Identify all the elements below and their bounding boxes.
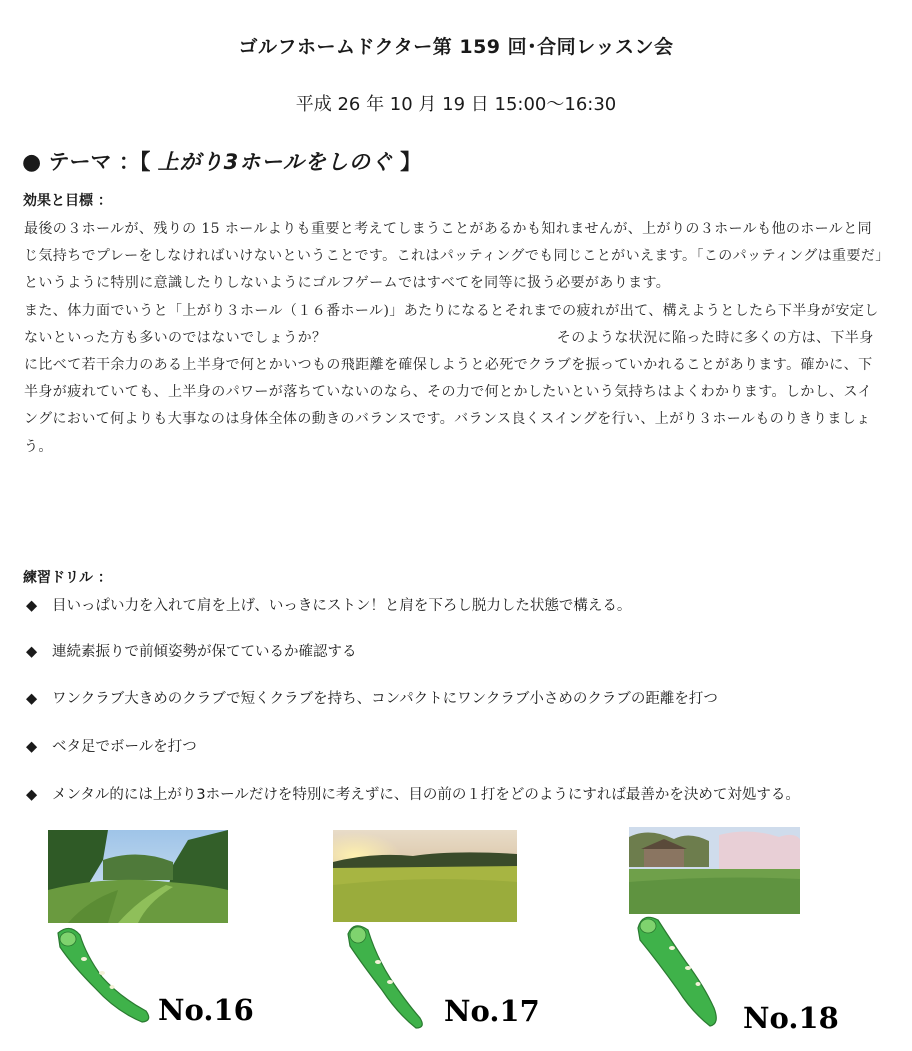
- event-date: 平成 26 年 10 月 19 日 15:00～16:30: [295, 94, 617, 115]
- diamond-icon: ◆: [26, 787, 38, 803]
- hole-18-label: No.18: [743, 1001, 839, 1035]
- hole-18-map-icon: [632, 912, 727, 1032]
- hole-17-photo: [333, 830, 517, 922]
- theme-close: 】: [400, 150, 422, 174]
- drill-item: [26, 594, 631, 615]
- hole-16-label: No.16: [158, 993, 254, 1027]
- drill-text: ベタ足でボールを打つ: [52, 739, 197, 755]
- drill-text: 目いっぱい力を入れて肩を上げ、いっきにストン！と肩を下ろし脱力した状態で構える。: [52, 598, 632, 614]
- page-title: ゴルフホームドクター第 159 回･合同レッスン会: [238, 36, 674, 58]
- theme-text: 上がり3ホールをしのぐ: [157, 150, 393, 174]
- drill-text: メンタル的には上がり3ホールだけを特別に考えずに、目の前の１打をどのようにすれば最善かを決めて対処する。: [52, 787, 800, 803]
- hole-18-photo: [629, 827, 800, 914]
- diamond-icon: ◆: [26, 598, 38, 614]
- drills-heading: 練習ドリル ：: [23, 570, 112, 586]
- hole-17-map-icon: [342, 922, 427, 1032]
- theme-bullet: ●: [22, 150, 42, 175]
- diamond-icon: ◆: [26, 691, 38, 707]
- hole-16-map-icon: [50, 925, 155, 1025]
- drill-text: 連続素振りで前傾姿勢が保てているか確認する: [52, 644, 357, 660]
- theme-label: テーマ ：【: [48, 150, 151, 174]
- drill-item: [26, 783, 800, 804]
- drill-item: [26, 735, 197, 756]
- hole-17-label: No.17: [444, 994, 540, 1028]
- effects-paragraph: また、体力面でいうと「上がり３ホール（１６番ホール)」あたりになるとそれまでの疲れが出て、構えようとしたら下半身が安定しないといった方も多いのではないでしょうか？ そのような状況に陥った時に多くの方は、下半身に比べて若干余力のある上半身で何とかいつもの飛距離を確保しようと必死でクラブを振っていかれることがあります。確かに、下半身が疲れていても、上半身のパワーが落ちていないのなら、その力で何とかしたいという気持ちはよくわかります。しかし、スイングにおいて何よりも大事なのは身体全体の動きのバランスです。バランス良くスイングを行い、上がり３ホールものりきりましょう。: [24, 302, 879, 455]
- drill-item: [26, 640, 357, 661]
- effects-heading: 効果と目標 ：: [23, 193, 112, 209]
- diamond-icon: ◆: [26, 739, 38, 755]
- diamond-icon: ◆: [26, 644, 38, 660]
- theme-heading: [22, 146, 421, 176]
- drill-text: ワンクラブ大きめのクラブで短くクラブを持ち、コンパクトにワンクラブ小さめのクラブの距離を打つ: [52, 691, 718, 707]
- hole-16-photo: [48, 830, 228, 923]
- effects-paragraph: 最後の３ホールが、残りの 15 ホールよりも重要と考えてしまうことがあるかも知れませんが、上がりの３ホールも他のホールと同じ気持ちでプレーをしなければいけないということです。これはパッティングでも同じことがいえます。「このパッティングは重要だ」というように特別に意識したりしないようにゴルフゲームではすべてを同等に扱う必要があります。: [24, 221, 883, 292]
- effects-body: [24, 216, 886, 461]
- drill-item: [26, 687, 718, 708]
